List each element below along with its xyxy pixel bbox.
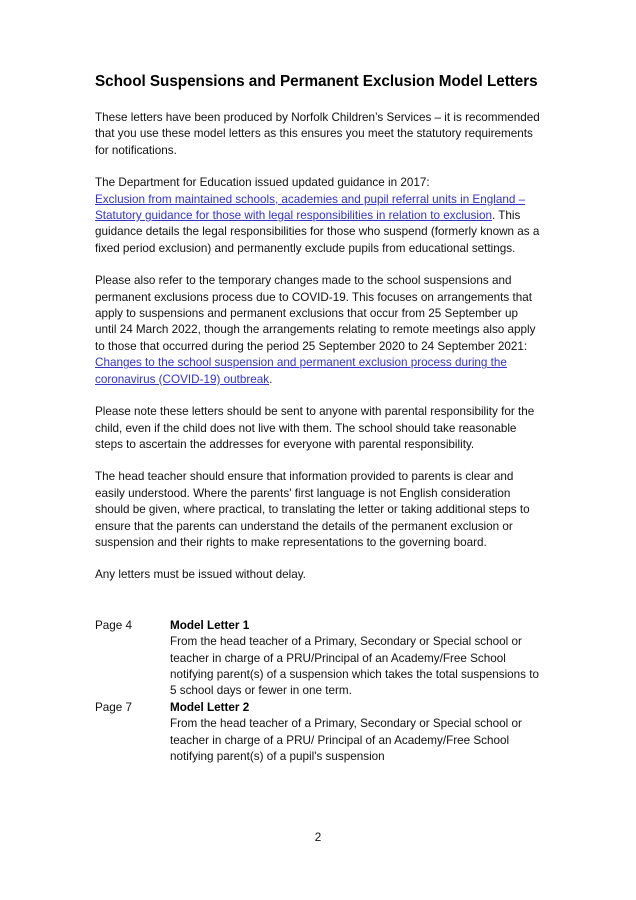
list-item — [95, 700, 541, 766]
paragraph-head-teacher: The head teacher should ensure that information provided to parents is clear and easily understood. Where the parents' first language is not English consideration should be given, where practical, to translating the letter or taking additional steps to ensure that the parents can understand the details of the permanent exclusion or suspension and their rights to make representations to the governing board. — [95, 470, 530, 549]
contents-entry-body — [170, 618, 541, 700]
contents-spacer — [95, 600, 541, 618]
dfe-tail-text: . This guidance details the legal responsibilities for those who suspend (formerly known as a fixed period exclusion) and permanently exclude pupils from educational settings. — [95, 209, 540, 255]
page-number-footer: 2 — [314, 831, 322, 844]
page-title: School Suspensions and Permanent Exclusion Model Letters — [95, 73, 538, 90]
contents-page-label: Page 7 — [95, 700, 133, 714]
model-letters-contents — [95, 618, 541, 766]
document-body — [95, 72, 541, 765]
covid-lead-text: Please also refer to the temporary changes made to the school suspensions and permanent exclusions process due to COVID-19. This focuses on arrangements that apply to suspensions and permanent exclusions that occur from 25 September up until 24 March 2022, though the arrangements relating to remote meetings also apply to those that occurred during the period 25 September 2020 to 24 September 2021: — [95, 274, 536, 353]
covid-changes-link[interactable]: Changes to the school suspension and permanent exclusion process during the coronavirus (COVID-19) outbreak — [95, 356, 507, 386]
paragraph-covid-changes — [95, 273, 541, 388]
dfe-lead-text: The Department for Education issued updated guidance in 2017: — [95, 176, 430, 190]
covid-tail-text: . — [269, 372, 273, 386]
exclusion-guidance-link[interactable]: Exclusion from maintained schools, academies and pupil referral units in England – Statutory guidance for those with legal responsibilities in relation to exclusion — [95, 192, 526, 223]
paragraph-dfe-guidance — [95, 175, 541, 257]
contents-letter-description: From the head teacher of a Primary, Secondary or Special school or teacher in charge of a PRU/ Principal of an Academy/Free School notifying parent(s) of a pupil's suspension — [170, 717, 522, 763]
paragraph-intro: These letters have been produced by Norfolk Children’s Services – it is recommended that you use these model letters as this ensures you meet the statutory requirements for notifications. — [95, 111, 540, 157]
contents-letter-title: Model Letter 1 — [170, 618, 250, 632]
list-item — [95, 618, 541, 700]
contents-letter-title: Model Letter 2 — [170, 700, 250, 714]
paragraph-without-delay: Any letters must be issued without delay. — [95, 568, 306, 582]
paragraph-parental-responsibility: Please note these letters should be sent to anyone with parental responsibility for the child, even if the child does not live with them. The school should take reasonable steps to ascertain the addresses for everyone with parental responsibility. — [95, 405, 535, 451]
contents-page-label: Page 4 — [95, 618, 133, 632]
contents-letter-description: From the head teacher of a Primary, Secondary or Special school or teacher in charge of a PRU/Principal of an Academy/Free School notifying parent(s) of a suspension which takes the total suspensions to 5 school days or fewer in one term. — [170, 635, 540, 698]
contents-entry-body — [170, 700, 541, 766]
